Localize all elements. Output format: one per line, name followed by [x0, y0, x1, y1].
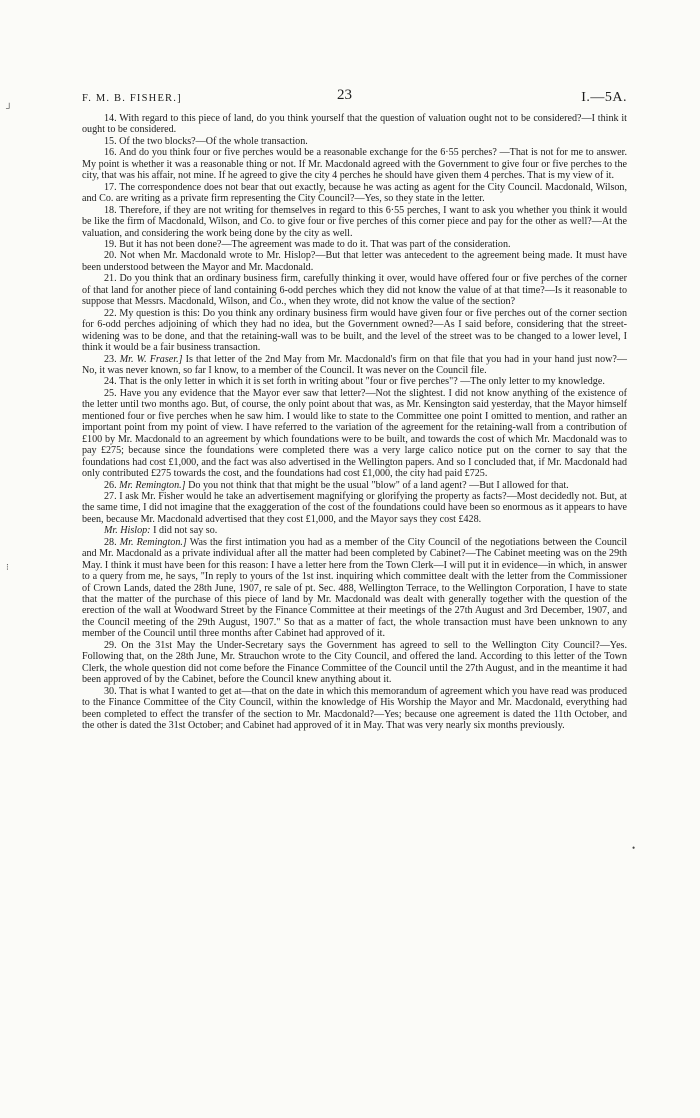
paragraph-text: 20. Not when Mr. Macdonald wrote to Mr. Hislop?—But that letter was antecedent to the agreement being made. It must have been understood between the Mayor and Mr. Macdonald. [82, 250, 627, 273]
paragraph-text: 30. That is what I wanted to get at—that on the date in which this memorandum of agreement which you have read was produced to the Finance Committee of the City Council, within the knowledge of His Worship the Mayor and Mr. Macdonald, everything had been completed to effect the transfer of the section to Mr. Macdonald?—Yes; because one agreement is dated the 11th October, and the other is dated the 31st October; and Cabinet had approved of it in May. That was very nearly six months previously. [82, 685, 627, 732]
question-paragraph [82, 376, 627, 387]
page-header [82, 87, 627, 106]
margin-mark: ⁝ [6, 562, 9, 572]
question-paragraph [82, 388, 627, 480]
question-paragraph [82, 354, 627, 377]
paragraph-text: I did not say so. [153, 525, 218, 537]
paragraph-text: 25. Have you any evidence that the Mayor ever saw that letter?—Not the slightest. I did not know anything of the existence of the letter until two months ago. But, of course, the only point about that was, as Mr. Kensington said yesterday, that the Mayor himself mentioned four or five perches when he saw him. I would like to state to the Committee one point I omitted to mention, and rather an important point from my point of view. I have referred to the variation of the agreement for the retaining-wall from a contribution of £100 by Mr. Macdonald to an agreement by which foundations were to be built, and towards the cost of which Mr. Macdonald was to pay £275; because since the foundations were completed there was a very large calico notice put on the corner to say that the foundations had cost £1,000, and the fact was also advertised in the Wellington papers. And so I concluded that, if Mr. Macdonald had only contributed £275 towards the cost, and the foundations had cost £1,000, the city had paid £725. [82, 387, 627, 480]
paragraph-text: 19. But it has not been done?—The agreement was made to do it. That was part of the consideration. [104, 238, 511, 250]
question-paragraph [82, 480, 627, 491]
paragraph-text: 27. I ask Mr. Fisher would he take an advertisement magnifying or glorifying the property as facts?—Most decidedly not. But, at the same time, I did not imagine that the exaggeration of the cost of the foundations could have been so enormous as it appears to have been, because Mr. Macdonald advertised that they cost £1,000, and the Mayor says they cost £428. [82, 490, 627, 525]
interjection-paragraph [82, 525, 627, 536]
question-paragraph [82, 147, 627, 181]
page-number: 23 [337, 87, 352, 103]
paragraph-text: 15. Of the two blocks?—Of the whole transaction. [104, 135, 308, 147]
question-paragraph [82, 182, 627, 205]
question-paragraph [82, 250, 627, 273]
paragraph-text: Do you not think that that might be the usual "blow" of a land agent? —But I allowed for that. [188, 479, 569, 491]
margin-mark: • [632, 843, 636, 853]
question-paragraph [82, 640, 627, 686]
speaker-label: Mr. Remington.] [119, 536, 187, 548]
question-number: 26. [104, 479, 117, 491]
paragraph-text: 14. With regard to this piece of land, do you think yourself that the question of valuation ought not to be considered?—I think it ought to be considered. [82, 113, 627, 136]
question-paragraph [82, 308, 627, 354]
paragraph-text: Was the first intimation you had as a member of the City Council of the negotiations between the Council and Mr. Macdonald as a private individual after all the matter had been completed by Cabinet?—The Cabinet meeting was on the 29th May. I think it must have been for this reason: I have a letter here from the Town Clerk—I will put it in evidence—in which, in answer to a query from me, he says, "In reply to yours of the 1st inst. inquiring which committee dealt with the letter from the Commissioner of Crown Lands, dated the 28th June, 1907, re sale of pt. Sec. 488, Wellington Terrace, to the Wellington Corporation, I have to state that the matter of the purchase of this piece of land by Mr. Macdonald was dealt with generally together with the question of the erection of the wall at Woodward Street by the Finance Committee at their meetings of the 27th August and 3rd December, 1907, and the Council meeting of the 29th August, 1907." So that as a matter of fact, the whole transaction must have been unknown to any member of the Council until three months after Cabinet had approved of it. [82, 536, 628, 640]
speaker-label: Mr. W. Fraser.] [119, 353, 183, 365]
question-paragraph [82, 239, 627, 250]
witness-name: F. M. B. FISHER.] [82, 93, 182, 104]
question-paragraph [82, 113, 627, 136]
paragraph-text: Is that letter of the 2nd May from Mr. Macdonald's firm on that file that you had in your hand just now?—No, it was never known, so far I know, to a member of the Council. It was never on the Council file. [82, 353, 628, 376]
question-paragraph [82, 205, 627, 239]
question-number: 28. [104, 536, 117, 548]
question-number: 23. [104, 353, 117, 365]
question-paragraph [82, 491, 627, 525]
testimony-body [82, 113, 627, 731]
paragraph-text: 21. Do you think that an ordinary business firm, carefully thinking it over, would have offered four or five perches of the corner of that land for another piece of land containing 6-odd perches which they did not know the value of at that time?—Is it reasonable to suppose that Messrs. Macdonald, Wilson, and Co., when they wrote, did not know the value of the section? [82, 273, 627, 308]
paragraph-text: 16. And do you think four or five perches would be a reasonable exchange for the 6·55 perches? —That is not for me to answer. My point is whether it was a reasonable thing or not. If Mr. Macdonald agreed with the Government to give four or five perches to the city, that was his affair, not mine. If he agreed to give the city 4 perches he should have given them 4 perches. That is my view of it. [82, 147, 627, 182]
speaker-label: Mr. Remington.] [119, 479, 186, 491]
paragraph-text: 17. The correspondence does not bear that out exactly, because he was acting as agent for the City Council. Macdonald, Wilson, and Co. are writing as a private firm representing the City Council?—Yes, so they state in the letter. [82, 181, 627, 205]
question-paragraph [82, 537, 627, 640]
document-reference: I.—5A. [581, 90, 627, 105]
speaker-label: Mr. Hislop: [104, 525, 151, 537]
question-paragraph [82, 686, 627, 732]
paragraph-text: 24. That is the only letter in which it is set forth in writing about "four or five perches"? —The only letter to my knowledge. [104, 376, 605, 388]
paragraph-text: 18. Therefore, if they are not writing for themselves in regard to this 6·55 perches, I want to ask you whether you think it would be like the firm of Macdonald, Wilson, and Co. to give four or five perches of this corner piece and pay for the other as well?—At the valuation, and considering the work being done by the city as well. [82, 204, 627, 239]
question-paragraph [82, 273, 627, 307]
paragraph-text: 22. My question is this: Do you think any ordinary business firm would have given four or five perches out of the corner section for 6-odd perches adjoining of which they had no idea, but the Government owned?—As I said before, considering that the street-widening was to be done, and that the retaining-wall was to be built, and the level of the street was to be changed to a lower level, I think it would be a fair business transaction. [82, 307, 627, 354]
margin-mark: ┘ [6, 103, 13, 113]
paragraph-text: 29. On the 31st May the Under-Secretary says the Government has agreed to sell to the Wellington City Council?—Yes. Following that, on the 28th June, Mr. Strauchon wrote to the City Council, and offered the land. According to this letter of the Town Clerk, the whole question did not come before the Finance Committee of the Council until the 27th August, and in the meantime it had been approved of by the Cabinet, before the Council knew anything about it. [82, 639, 627, 686]
question-paragraph [82, 136, 627, 147]
